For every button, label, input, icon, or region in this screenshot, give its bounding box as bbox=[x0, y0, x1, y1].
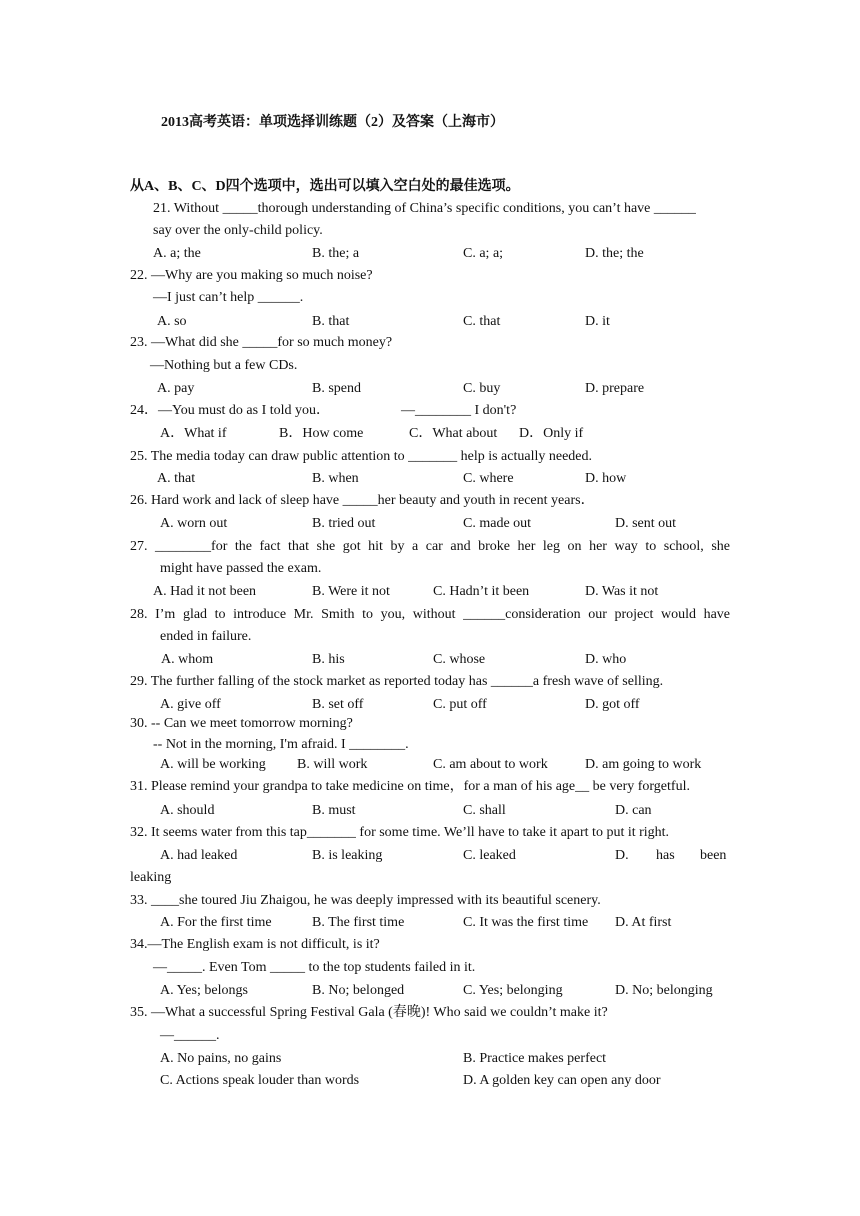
question-22-stem: 22. —Why are you making so much noise? bbox=[130, 268, 373, 283]
question-23-stem: 23. —What did she _____for so much money? bbox=[130, 335, 393, 350]
question-28-stem-cont: ended in failure. bbox=[160, 629, 252, 644]
q24-option-d: D．Only if bbox=[519, 426, 584, 441]
q33-option-c: C. It was the first time bbox=[463, 915, 589, 930]
q30-option-a: A. will be working bbox=[160, 757, 266, 772]
q22-option-a: A. so bbox=[157, 314, 187, 329]
q26-option-a: A. worn out bbox=[160, 516, 228, 531]
q34-option-d: D. No; belonging bbox=[615, 983, 713, 998]
q30-option-c: C. am about to work bbox=[433, 757, 548, 772]
q25-option-d: D. how bbox=[585, 471, 627, 486]
q30-option-d: D. am going to work bbox=[585, 757, 702, 772]
q32-option-d-word2: been bbox=[700, 848, 727, 863]
q29-option-b: B. set off bbox=[312, 697, 364, 712]
question-35-stem: 35. —What a successful Spring Festival Gala (春晚)! Who said we couldn’t make it? bbox=[130, 1005, 608, 1020]
q29-option-c: C. put off bbox=[433, 697, 487, 712]
question-27-stem: 27. ________for the fact that she got hit by a car and broke her leg on her way to school, she bbox=[130, 539, 730, 554]
q21-option-a: A. a; the bbox=[153, 246, 201, 261]
q23-option-b: B. spend bbox=[312, 381, 361, 396]
q21-option-b: B. the; a bbox=[312, 246, 360, 261]
q25-option-a: A. that bbox=[157, 471, 196, 486]
question-33-stem: 33. ____she toured Jiu Zhaigou, he was deeply impressed with its beautiful scenery. bbox=[130, 893, 601, 908]
q26-option-b: B. tried out bbox=[312, 516, 376, 531]
q35-option-a: A. No pains, no gains bbox=[160, 1051, 282, 1066]
question-26-stem: 26. Hard work and lack of sleep have _____her beauty and youth in recent years． bbox=[130, 493, 595, 508]
q28-option-c: C. whose bbox=[433, 652, 486, 667]
q27-option-a: A. Had it not been bbox=[153, 584, 257, 599]
q27-option-b: B. Were it not bbox=[312, 584, 390, 599]
q32-option-b: B. is leaking bbox=[312, 848, 383, 863]
question-34-stem-cont: —_____. Even Tom _____ to the top students failed in it. bbox=[153, 960, 476, 975]
q33-option-b: B. The first time bbox=[312, 915, 405, 930]
q31-option-b: B. must bbox=[312, 803, 356, 818]
question-31-stem: 31. Please remind your grandpa to take medicine on time，for a man of his age__ be very forgetful. bbox=[130, 779, 690, 794]
q26-option-c: C. made out bbox=[463, 516, 532, 531]
q31-option-a: A. should bbox=[160, 803, 215, 818]
q27-option-c: C. Hadn’t it been bbox=[433, 584, 530, 599]
question-27-stem-cont: might have passed the exam. bbox=[160, 561, 322, 576]
question-24-stem: 24．—You must do as I told you． bbox=[130, 403, 331, 418]
question-29-stem: 29. The further falling of the stock market as reported today has ______a fresh wave of selling. bbox=[130, 674, 664, 689]
q30-option-b: B. will work bbox=[297, 757, 368, 772]
q35-option-d: D. A golden key can open any door bbox=[463, 1073, 661, 1088]
q28-option-a: A. whom bbox=[161, 652, 214, 667]
q34-option-b: B. No; belonged bbox=[312, 983, 405, 998]
question-32-stem: 32. It seems water from this tap_______ for some time. We’ll have to take it apart to put it right. bbox=[130, 825, 670, 840]
q23-option-a: A. pay bbox=[157, 381, 195, 396]
q34-option-c: C. Yes; belonging bbox=[463, 983, 563, 998]
q22-option-b: B. that bbox=[312, 314, 350, 329]
question-30-stem-cont: -- Not in the morning, I'm afraid. I ________. bbox=[153, 737, 409, 752]
question-25-stem: 25. The media today can draw public attention to _______ help is actually needed. bbox=[130, 449, 592, 464]
q34-option-a: A. Yes; belongs bbox=[160, 983, 248, 998]
q25-option-c: C. where bbox=[463, 471, 514, 486]
q32-option-d-word3: leaking bbox=[130, 870, 172, 885]
question-23-stem-cont: —Nothing but a few CDs. bbox=[150, 358, 298, 373]
question-21-stem: 21. Without _____thorough understanding of China’s specific conditions, you can’t have ______ bbox=[153, 201, 696, 216]
q28-option-d: D. who bbox=[585, 652, 627, 667]
q29-option-a: A. give off bbox=[160, 697, 221, 712]
q29-option-d: D. got off bbox=[585, 697, 640, 712]
q24-option-c: C．What about bbox=[409, 426, 498, 441]
q22-option-c: C. that bbox=[463, 314, 501, 329]
q22-option-d: D. it bbox=[585, 314, 610, 329]
q32-option-c: C. leaked bbox=[463, 848, 516, 863]
question-21-stem-cont: say over the only-child policy. bbox=[153, 223, 323, 238]
q33-option-d: D. At first bbox=[615, 915, 672, 930]
question-22-stem-cont: —I just can’t help ______. bbox=[153, 290, 304, 305]
q31-option-d: D. can bbox=[615, 803, 652, 818]
q24-option-b: B．How come bbox=[279, 426, 364, 441]
page-title: 2013高考英语：单项选择训练题（2）及答案（上海市） bbox=[161, 115, 504, 130]
q33-option-a: A. For the first time bbox=[160, 915, 272, 930]
q21-option-c: C. a; a; bbox=[463, 246, 504, 261]
question-24-response: —________ I don't? bbox=[401, 403, 517, 418]
q23-option-c: C. buy bbox=[463, 381, 501, 396]
q26-option-d: D. sent out bbox=[615, 516, 677, 531]
q24-option-a: A．What if bbox=[160, 426, 227, 441]
q27-option-d: D. Was it not bbox=[585, 584, 659, 599]
q31-option-c: C. shall bbox=[463, 803, 506, 818]
q32-option-a: A. had leaked bbox=[160, 848, 238, 863]
instruction: 从A、B、C、D四个选项中，选出可以填入空白处的最佳选项。 bbox=[130, 179, 520, 194]
q35-option-c: C. Actions speak louder than words bbox=[160, 1073, 360, 1088]
q21-option-d: D. the; the bbox=[585, 246, 644, 261]
q32-option-d-letter: D. bbox=[615, 848, 629, 863]
question-34-stem: 34.—The English exam is not difficult, is it? bbox=[130, 937, 380, 952]
q32-option-d-word1: has bbox=[656, 848, 675, 863]
q35-option-b: B. Practice makes perfect bbox=[463, 1051, 607, 1066]
q28-option-b: B. his bbox=[312, 652, 345, 667]
question-30-stem: 30. -- Can we meet tomorrow morning? bbox=[130, 716, 353, 731]
question-35-stem-cont: —______. bbox=[160, 1028, 220, 1043]
question-28-stem: 28. I’m glad to introduce Mr. Smith to you, without ______consideration our project would have bbox=[130, 607, 730, 622]
q25-option-b: B. when bbox=[312, 471, 359, 486]
q23-option-d: D. prepare bbox=[585, 381, 645, 396]
